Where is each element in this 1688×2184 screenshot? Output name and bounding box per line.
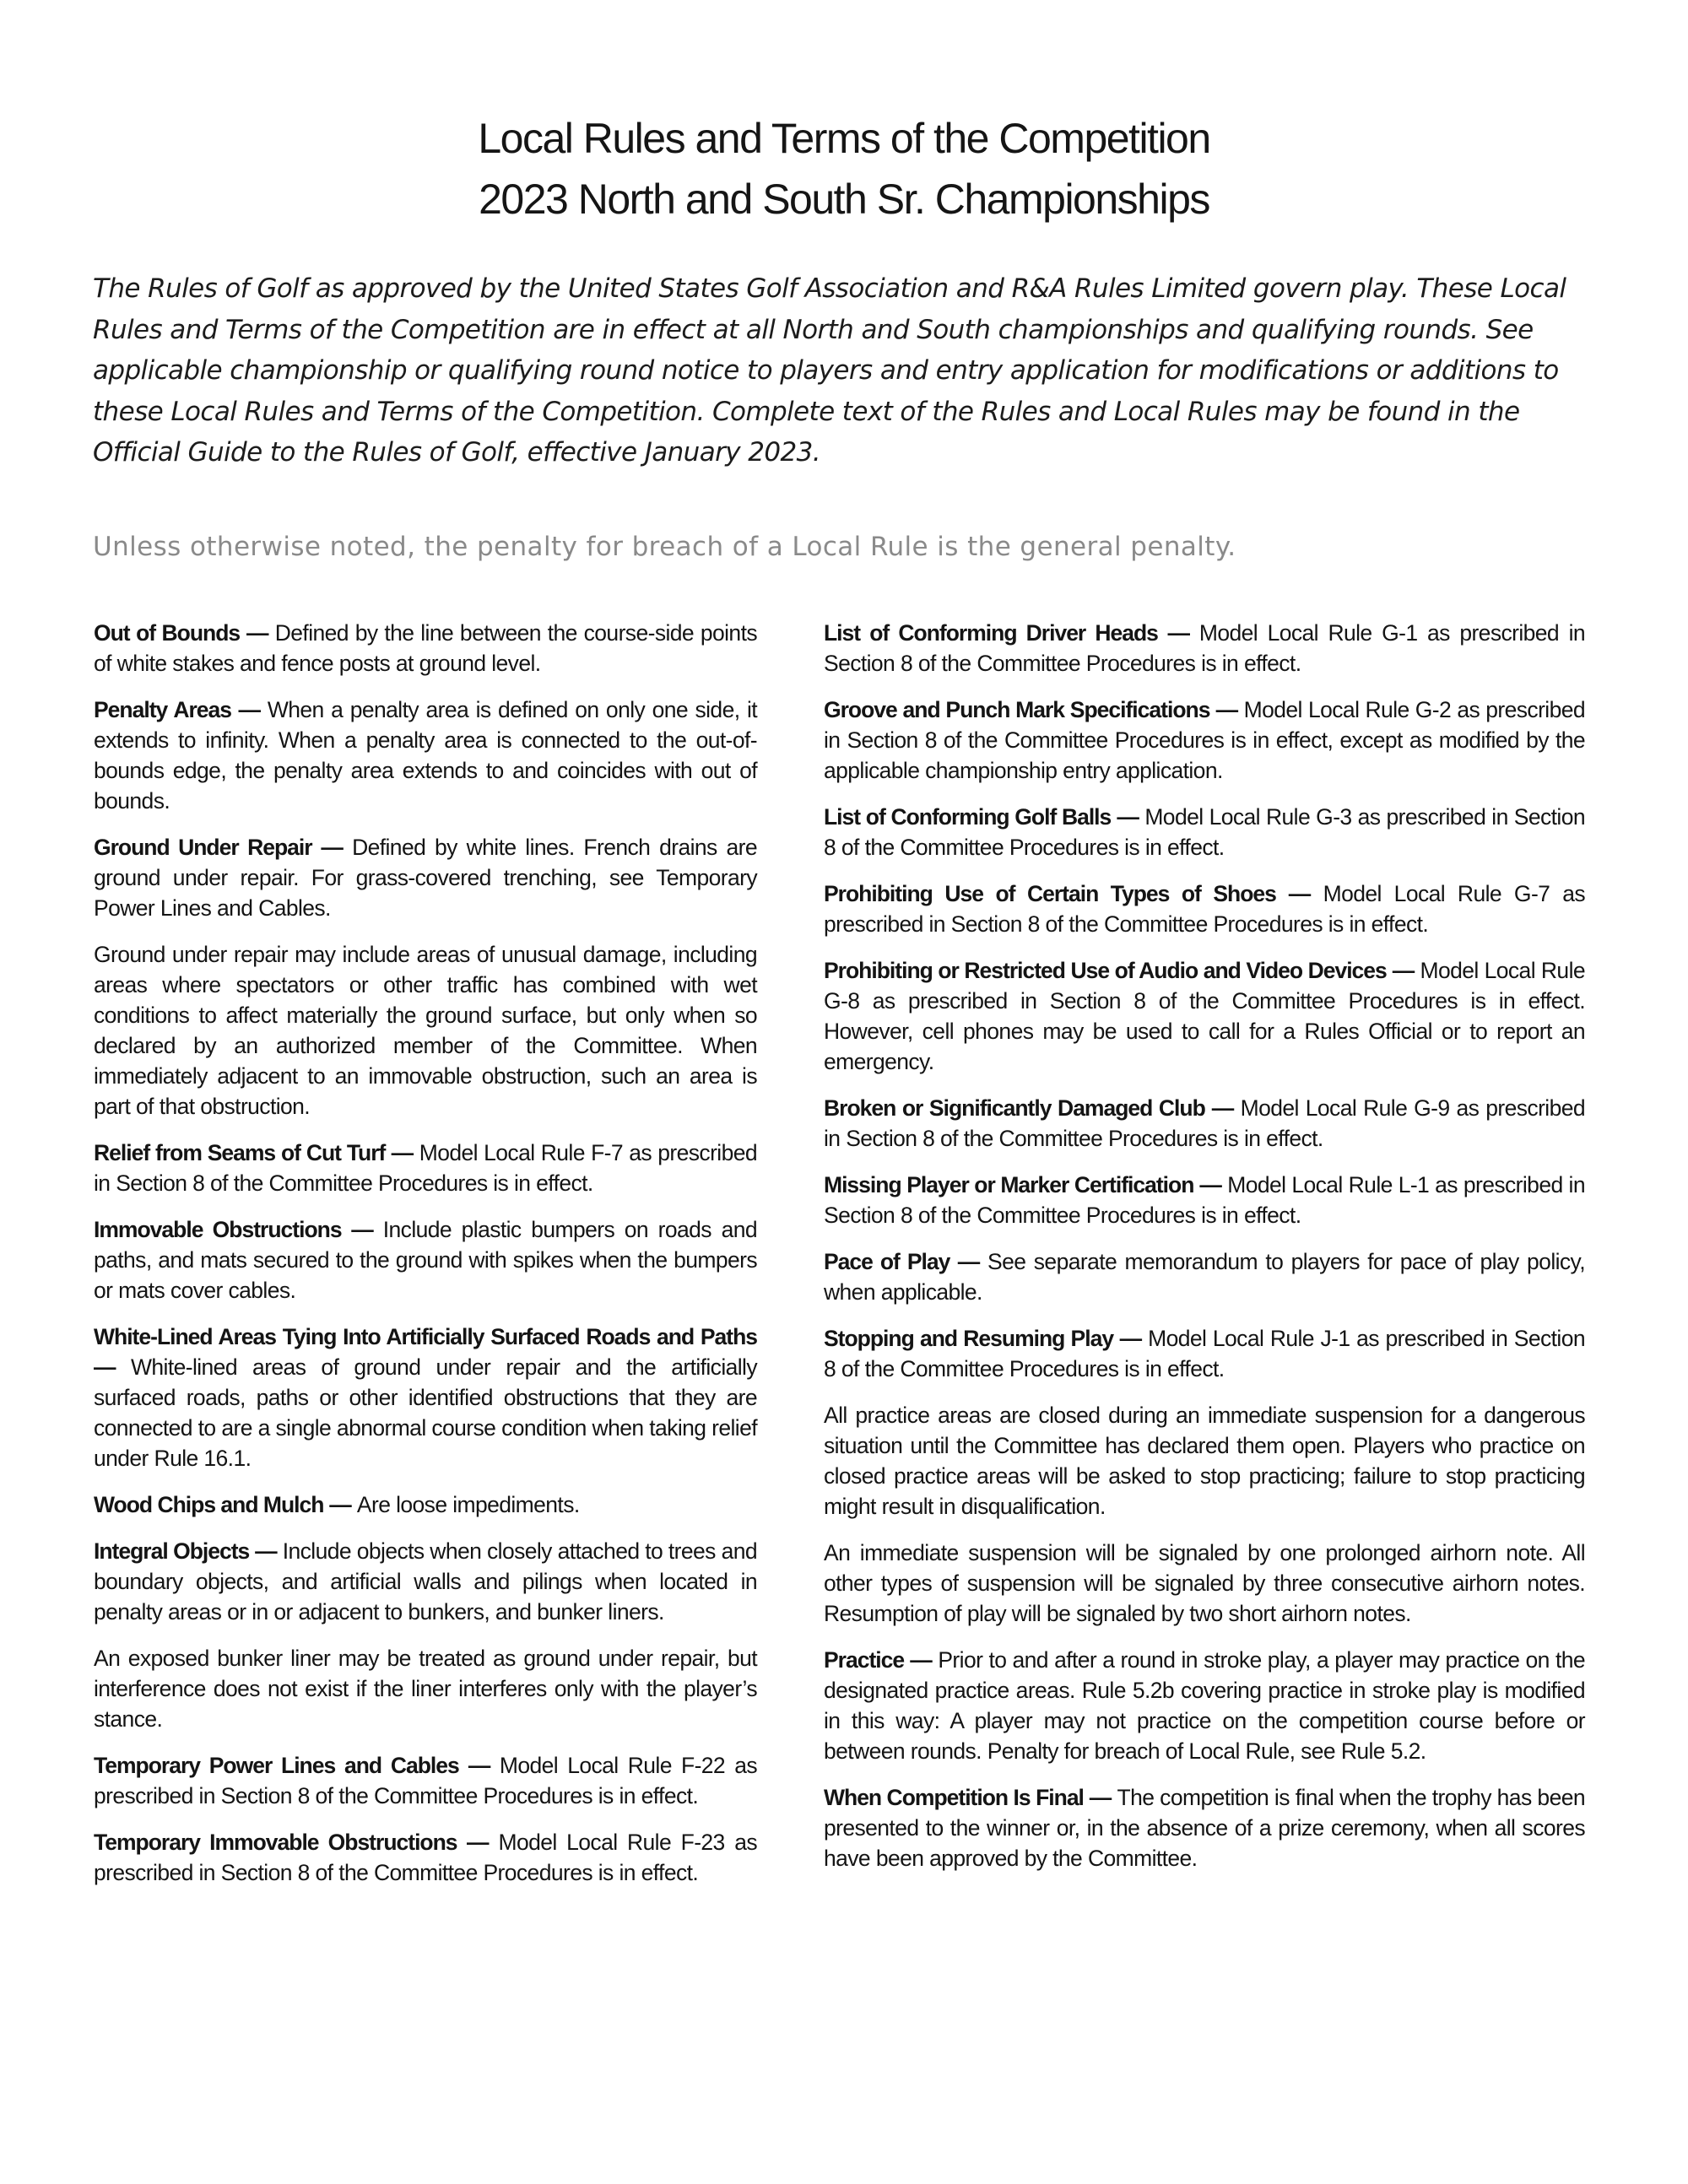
rule-marker-certification: [824, 1170, 1585, 1230]
rule-title: Pace of Play: [824, 1249, 950, 1274]
rule-separator: —: [311, 835, 353, 860]
rule-out-of-bounds: [94, 618, 757, 678]
rule-title: Wood Chips and Mulch: [94, 1492, 324, 1517]
left-column: [94, 618, 757, 1904]
rule-separator: —: [240, 620, 275, 646]
rule-title: List of Conforming Driver Heads: [824, 620, 1158, 646]
rule-bunker-liner: [94, 1643, 757, 1734]
rule-airhorn-signals: [824, 1538, 1585, 1629]
rule-separator: —: [1157, 620, 1199, 646]
rule-penalty-areas: [94, 695, 757, 816]
rule-practice-areas-closed: [824, 1400, 1585, 1522]
rule-temporary-power-lines: [94, 1750, 757, 1811]
rule-competition-final: [824, 1782, 1585, 1873]
rule-title: Missing Player or Marker Certification: [824, 1172, 1194, 1197]
rule-groove-punch-mark: [824, 695, 1585, 786]
rule-title: When Competition Is Final: [824, 1785, 1084, 1810]
rule-title: Integral Objects: [94, 1538, 250, 1564]
rule-separator: —: [1275, 881, 1323, 906]
rule-text: Are loose impediments.: [356, 1492, 580, 1517]
rule-integral-objects: [94, 1536, 757, 1627]
rule-conforming-golf-balls: [824, 802, 1585, 862]
rule-separator: —: [385, 1140, 419, 1165]
rule-broken-club: [824, 1093, 1585, 1154]
rule-separator: —: [1209, 697, 1244, 722]
rule-text: White-lined areas of ground under repair and the artificially surfaced roads, paths or other identified obstructions that they are connected to are a single abnormal course condition when taking relief under Rule 16.1.: [94, 1354, 757, 1471]
rule-text: Include objects when closely attached to trees and boundary objects, and artificial walls and pilings when located in penalty areas or in or adjacent to bunkers, and bunker liners.: [94, 1538, 758, 1624]
rule-text: Model Local Rule G-8 as prescribed in Section 8 of the Committee Procedures is in effect. However, cell phones may be used to call for a Rules Official or to report an emergency.: [824, 958, 1585, 1074]
rule-text: Include plastic bumpers on roads and paths, and mats secured to the ground with spikes when the bumpers or mats cover cables.: [94, 1217, 757, 1303]
rule-text: Model Local Rule G-1 as prescribed in Section 8 of the Committee Procedures is in effect.: [824, 620, 1585, 676]
title-line-1: Local Rules and Terms of the Competition: [478, 115, 1210, 162]
rule-separator: —: [249, 1538, 283, 1564]
rule-separator: —: [341, 1217, 383, 1242]
rule-separator: —: [458, 1753, 500, 1778]
rule-ground-under-repair-detail: [94, 939, 757, 1122]
rule-title: Groove and Punch Mark Specifications: [824, 697, 1210, 722]
rule-white-lined-areas: [94, 1322, 757, 1473]
rule-title: Temporary Immovable Obstructions: [94, 1830, 457, 1855]
rule-title: White-Lined Areas Tying Into Artificially Surfaced Roads and Paths: [94, 1324, 757, 1349]
rule-text: Model Local Rule G-9 as prescribed in Section 8 of the Committee Procedures is in effect.: [824, 1095, 1585, 1151]
rule-text: Prior to and after a round in stroke play, a player may practice on the designated practice areas. Rule 5.2b covering practice in stroke play is modified in this way: A player may not practice on the competition course before or between rounds. Penalty for breach of Local Rule, see Rule 5.2.: [824, 1647, 1585, 1764]
rule-text: An immediate suspension will be signaled by one prolonged airhorn note. All other types of suspension will be signaled by three consecutive airhorn notes. Resumption of play will be signaled by two short airhorn notes.: [824, 1540, 1585, 1626]
rule-wood-chips-mulch: [94, 1489, 757, 1520]
rule-text: Model Local Rule G-3 as prescribed in Section 8 of the Committee Procedures is in effect.: [824, 804, 1585, 860]
rule-title: Penalty Areas: [94, 697, 232, 722]
rule-title: Broken or Significantly Damaged Club: [824, 1095, 1205, 1121]
rule-text: Model Local Rule F-7 as prescribed in Section 8 of the Committee Procedures is in effect.: [94, 1140, 757, 1196]
rule-title: Prohibiting Use of Certain Types of Shoes: [824, 881, 1276, 906]
rule-title: Prohibiting or Restricted Use of Audio and Video Devices: [824, 958, 1387, 983]
rule-text: Defined by white lines. French drains are ground under repair. For grass-covered trenching, see Temporary Power Lines and Cables.: [94, 835, 757, 921]
rule-seams-of-cut-turf: [94, 1138, 757, 1198]
rule-separator: —: [950, 1249, 988, 1274]
rule-text: Model Local Rule F-23 as prescribed in Section 8 of the Committee Procedures is in effect.: [94, 1830, 757, 1885]
rule-text: Model Local Rule G-7 as prescribed in Section 8 of the Committee Procedures is in effect.: [824, 881, 1585, 937]
rule-practice: [824, 1645, 1585, 1766]
rule-title: List of Conforming Golf Balls: [824, 804, 1112, 830]
rule-title: Ground Under Repair: [94, 835, 312, 860]
rule-audio-video-devices: [824, 955, 1585, 1077]
rule-separator: —: [1083, 1785, 1117, 1810]
rule-title: Temporary Power Lines and Cables: [94, 1753, 459, 1778]
rule-text: Defined by the line between the course-side points of white stakes and fence posts at ground level.: [94, 620, 757, 676]
rule-immovable-obstructions: [94, 1214, 757, 1306]
penalty-note: Unless otherwise noted, the penalty for breach of a Local Rule is the general penalty.: [93, 532, 1236, 562]
rule-separator: —: [457, 1830, 499, 1855]
rule-ground-under-repair: [94, 832, 757, 923]
rule-separator: —: [1386, 958, 1420, 983]
rule-text: See separate memorandum to players for pace of play policy, when applicable.: [824, 1249, 1585, 1305]
rule-separator: —: [323, 1492, 357, 1517]
rule-text: All practice areas are closed during an immediate suspension for a dangerous situation until the Committee has declared them open. Players who practice on closed practice areas will be asked to stop practicing; failure to stop practicing might result in disqualification.: [824, 1403, 1585, 1519]
rule-temporary-immovable-obstructions: [94, 1827, 757, 1888]
rule-conforming-driver-heads: [824, 618, 1585, 678]
rule-separator: —: [1204, 1095, 1241, 1121]
rule-separator: —: [1113, 1326, 1149, 1351]
rule-separator: —: [1193, 1172, 1228, 1197]
rule-text: Ground under repair may include areas of unusual damage, including areas where spectators or other traffic has combined with wet conditions to affect materially the ground surface, but only when so declared by an authorized member of the Committee. When immediately adjacent to an immovable obstruction, such an area is part of that obstruction.: [94, 942, 757, 1119]
rule-text: When a penalty area is defined on only one side, it extends to infinity. When a penalty area is connected to the out-of-bounds edge, the penalty area extends to and coincides with out of bounds.: [94, 697, 757, 814]
page-title: [0, 108, 1688, 230]
intro-paragraph: The Rules of Golf as approved by the United States Golf Association and R&A Rules Limited govern play. These Local Rules and Terms of the Competition are in effect at all North and South championships and qualifying rounds. See applicable championship or qualifying round notice to players and entry application for modifications or additions to these Local Rules and Terms of the Competition. Complete text of the Rules and Local Rules may be found in the Official Guide to the Rules of Golf, effective January 2023.: [93, 273, 1566, 468]
rule-title: Relief from Seams of Cut Turf: [94, 1140, 386, 1165]
rule-text: Model Local Rule G-2 as prescribed in Section 8 of the Committee Procedures is in effect, except as modified by the applicable championship entry application.: [824, 697, 1585, 783]
rule-text: Model Local Rule L-1 as prescribed in Section 8 of the Committee Procedures is in effect.: [824, 1172, 1585, 1228]
rule-shoes: [824, 878, 1585, 939]
rule-separator: —: [231, 697, 268, 722]
rule-text: Model Local Rule J-1 as prescribed in Section 8 of the Committee Procedures is in effect.: [824, 1326, 1585, 1381]
rule-title: Practice: [824, 1647, 905, 1673]
rule-text: An exposed bunker liner may be treated as ground under repair, but interference does not exist if the liner interferes only with the player’s stance.: [94, 1646, 757, 1732]
rule-pace-of-play: [824, 1246, 1585, 1307]
rule-title: Out of Bounds: [94, 620, 241, 646]
rule-title: Immovable Obstructions: [94, 1217, 342, 1242]
rule-title: Stopping and Resuming Play: [824, 1326, 1114, 1351]
right-column: [824, 618, 1585, 1889]
title-line-2: 2023 North and South Sr. Championships: [479, 176, 1209, 223]
rule-separator: —: [1111, 804, 1145, 830]
rule-text: Model Local Rule F-22 as prescribed in Section 8 of the Committee Procedures is in effect.: [94, 1753, 757, 1808]
rule-separator: —: [94, 1354, 131, 1380]
rule-stopping-resuming-play: [824, 1323, 1585, 1384]
rule-text: The competition is final when the trophy has been presented to the winner or, in the absence of a prize ceremony, when all scores have been approved by the Committee.: [824, 1785, 1585, 1871]
rule-separator: —: [904, 1647, 939, 1673]
